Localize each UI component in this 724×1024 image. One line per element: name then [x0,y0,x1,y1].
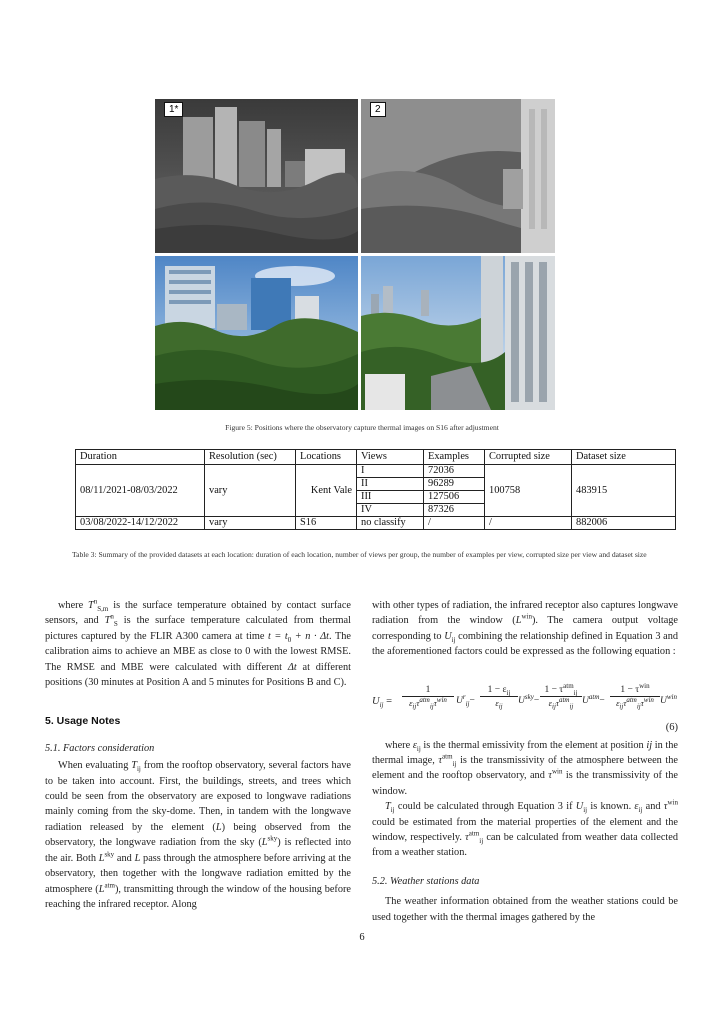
paragraph-calculation: $T_{ij}$ could be calculated through Equation 3 if $U_{ij}$ is known. $\varepsilon_{ij}$ and $\tau^{win}$ could be estimated from the material properties of the element and the window, respectively. $\tau^{atm}_{ij}$ can be calculated from weather data collected from a weather station. [372,798,678,859]
visible-image-buildings [155,256,358,410]
paragraph-emissivity: where $\varepsilon_{ij}$ is the thermal emissivity from the element at position ij in the thermal image, $\tau^{atm}_{ij}$ is the transmissivity of the atmosphere between the element and the rooftop observatory, and $\tau^{win}$ is the transmissivity of the window. [372,739,678,797]
equation-fraction-1: 1 $\varepsilon_{ij}\tau^{atm}_{ij}\tau^{win}$ [402,684,454,709]
equation-fraction-3: $1 - \tau^{atm}_{ij}$ $\varepsilon_{ij}\tau^{atm}_{ij}$ [540,684,582,709]
table-caption: Table 3: Summary of the provided datasets at each location: duration of each location, number of views per group, the number of examples per view, corrupted size per view and dataset size [72,550,647,559]
figure-caption: Figure 5: Positions where the observatory capture thermal images on S16 after adjustment [225,423,499,432]
thermal-hillside-illustration [361,99,555,253]
equation-fraction-2: $1 - \varepsilon_{ij}$ $\varepsilon_{ij}$ [480,684,518,709]
thermal-buildings-illustration [155,99,358,253]
cell-dataset: 882006 [572,517,676,530]
equation-lhs: $U_{ij}$ = [372,695,393,709]
cell-resolution: vary [205,465,296,517]
header-examples: Examples [424,450,485,465]
header-dataset-size: Dataset size [572,450,676,465]
table-header-row [76,450,676,465]
equation-number: (6) [665,721,678,733]
cell-examples: / [424,517,485,530]
subsection-title-weather: 5.2. Weather stations data [372,875,480,887]
cell-duration: 03/08/2022-14/12/2022 [76,517,205,530]
header-views: Views [357,450,424,465]
cell-corrupted: / [485,517,572,530]
equation-term-3: $U^{atm}-$ [582,692,605,706]
subsection-title-factors: 5.1. Factors consideration [45,742,155,754]
table-row [76,465,676,478]
visible-skyline-illustration [361,256,555,410]
header-resolution: Resolution (sec) [205,450,296,465]
visible-image-skyline [361,256,555,410]
panel-label-2: 2 [370,102,386,117]
cell-examples: 127506 [424,491,485,504]
equation-term-4: $U^{win}$ [660,692,677,706]
paragraph-receptor: with other types of radiation, the infrared receptor also captures longwave radiation from the window $(L^{win})$. The camera output voltage corresponding to $U_{ij}$ combining the relationship defined in Equation 3 and the aforementioned factors could be expressed as the following equation : [372,600,678,658]
page-number: 6 [359,932,365,943]
right-column [372,598,678,925]
paragraph-calibration: where $T^n_{S,m}$ is the surface temperature obtained by contact surface sensors, and $T^n_S$ is the surface temperature calculated from thermal pictures captured by the FLIR A300 camera at time $t = t_0 + n \cdot \Delta t$. The calibration aims to achieve an MBE as close to 0 with the lowest RMSE. The RMSE and MBE were calculated with different Δt at different positions (30 minutes at Position A and 5 minutes for Positions B and C). [45,597,351,689]
header-corrupted-size: Corrupted size [485,450,572,465]
cell-examples: 72036 [424,465,485,478]
cell-corrupted: 100758 [485,465,572,517]
thermal-image-hillside [361,99,555,253]
paragraph-weather: The weather information obtained from the weather stations could be used together with the thermal images gathered by the [372,896,678,923]
section-title-usage-notes: 5. Usage Notes [45,715,121,728]
paragraph-factors: When evaluating $T_{ij}$ from the rooftop observatory, several factors have to be taken into account. First, the buildings, streets, and trees which could be seen from the observatory are exposed to longwave radiations mainly coming from the sky-dome. Then, in tandem with the longwave radiation released by the element (L) being observed from the observatory, the longwave radiation from the sky $(L^{sky})$ is reflected into the air. Both $L^{sky}$ and L pass through the atmosphere before arriving at the observatory, then together with the longwave radiation emitted by the atmosphere $(L^{atm})$, transmitting through the window of the housing before reaching the infrared receptor. Along [45,760,351,910]
table-row [76,517,676,530]
equation-6 [372,682,678,736]
equation-term-2: $U^{sky}-$ [518,692,540,706]
header-locations: Locations [296,450,357,465]
cell-view: no classify [357,517,424,530]
equation-fraction-4: $1 - \tau^{win}$ $\varepsilon_{ij}\tau^{atm}_{ij}\tau^{win}$ [610,684,660,709]
cell-resolution: vary [205,517,296,530]
visible-buildings-illustration [155,256,358,410]
equation-term-1: $U^r_{ij}-$ [456,692,475,708]
header-duration: Duration [76,450,205,465]
cell-examples: 96289 [424,478,485,491]
cell-duration: 08/11/2021-08/03/2022 [76,465,205,517]
cell-view: I [357,465,424,478]
cell-view: IV [357,504,424,517]
cell-location: S16 [296,517,357,530]
cell-location: Kent Vale [296,465,357,517]
figure-5 [155,99,555,410]
left-column [45,598,351,912]
cell-examples: 87326 [424,504,485,517]
cell-view: II [357,478,424,491]
cell-dataset: 483915 [572,465,676,517]
cell-view: III [357,491,424,504]
panel-label-1: 1* [164,102,183,117]
dataset-summary-table [75,449,676,530]
thermal-image-buildings [155,99,358,253]
